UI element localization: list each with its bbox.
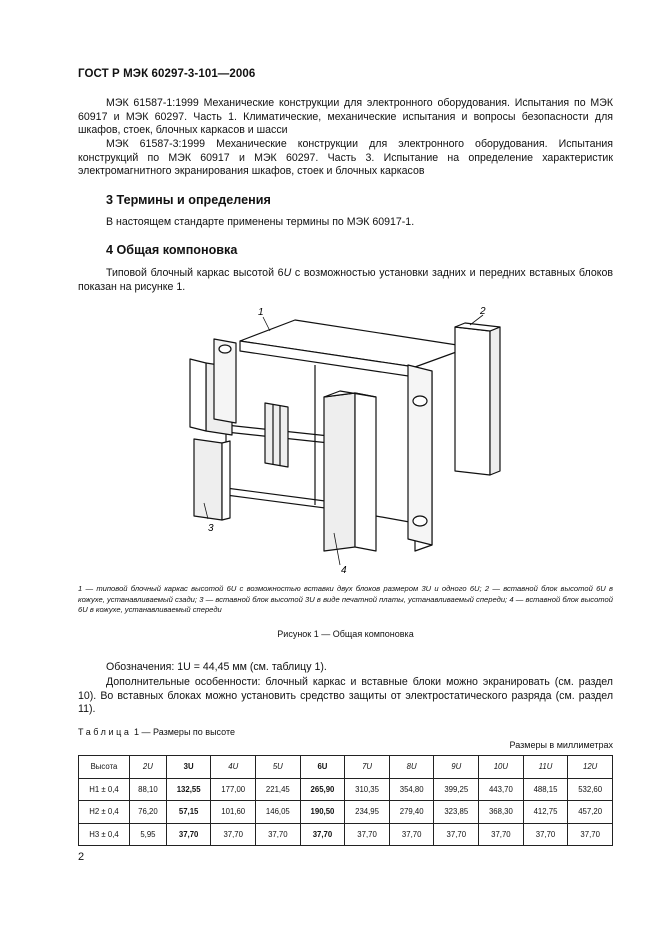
table-header-cell: 9U [434,756,479,779]
table-row [79,801,613,824]
table-cell: 177,00 [211,778,256,801]
reference-61587-3: МЭК 61587-3:1999 Механические конструкции для электронного оборудования. Испытания конструкций по МЭК 60917 и МЭК 60297. Часть 3. Испытание на определение характеристик электромагнитного экранирования шкафов, стоек и блочных каркасов [78,138,613,178]
figure-label-3: 3 [208,523,214,534]
table-cell: H1 ± 0,4 [79,778,130,801]
section-3-text: В настоящем стандарте применены термины по МЭК 60917-1. [106,216,415,228]
table-cell: 279,40 [389,801,434,824]
table-cell: 37,70 [479,823,524,846]
features-text: Дополнительные особенности: блочный каркас и вставные блоки можно экранировать (см. раздел 10). Во вставных блоках можно установить средство защиты от электростатического разряда (см. раздел 11). [78,676,613,716]
table-cell: 532,60 [568,778,613,801]
table-cell: 37,70 [345,823,390,846]
table-cell: 57,15 [166,801,211,824]
table-header-cell: 4U [211,756,256,779]
figure-label-2: 2 [480,306,486,317]
table-cell: 265,90 [300,778,345,801]
table-cell: 310,35 [345,778,390,801]
table-header-cell: 2U [130,756,167,779]
notation-text: Обозначения: 1U = 44,45 мм (см. таблицу 1). [106,661,327,673]
table-cell: 37,70 [211,823,256,846]
table-header-row [79,756,613,779]
table-cell: 323,85 [434,801,479,824]
table-cell: 37,70 [256,823,301,846]
figure-label-1: 1 [258,307,264,318]
table-cell: 5,95 [130,823,167,846]
table-cell: H3 ± 0,4 [79,823,130,846]
table-cell: 354,80 [389,778,434,801]
table-header-cell: 6U [300,756,345,779]
table-cell: 399,25 [434,778,479,801]
figure-1-title: Рисунок 1 — Общая компоновка [277,629,414,639]
table-cell: 88,10 [130,778,167,801]
page-number: 2 [78,851,85,863]
table-cell: 443,70 [479,778,524,801]
table-cell: 76,20 [130,801,167,824]
table-cell: 132,55 [166,778,211,801]
table-cell: 221,45 [256,778,301,801]
table-cell: 488,15 [523,778,568,801]
table-cell: 190,50 [300,801,345,824]
figure-1-caption: 1 — типовой блочный каркас высотой 6U с возможностью вставки двух блоков размером 3U и одного 6U; 2 — вставной блок высотой 6U в кожухе, устанавливаемый сзади; 3 — вставной блок высотой 3U в виде печатной платы, устанавливаемый спереди; 4 — вставной блок высотой 6U в кожухе, устанавливаемый спереди [78,584,613,615]
table-header-cell: 12U [568,756,613,779]
table-cell: 412,75 [523,801,568,824]
table-cell: 37,70 [523,823,568,846]
table-cell: 101,60 [211,801,256,824]
table-1-units: Размеры в миллиметрах [509,740,613,750]
table-cell: 37,70 [300,823,345,846]
section-3-title: 3 Термины и определения [106,193,271,207]
table-1-caption: Таблица 1 — Размеры по высоте [78,727,235,737]
table-header-cell: 3U [166,756,211,779]
table-header-cell: 5U [256,756,301,779]
table-cell: 457,20 [568,801,613,824]
section-4-text: Типовой блочный каркас высотой 6U с возможностью установки задних и передних вставных блоков показан на рисунке 1. [78,267,613,293]
table-cell: 37,70 [389,823,434,846]
figure-1-drawing [170,305,510,577]
table-cell: 37,70 [568,823,613,846]
table-cell: 368,30 [479,801,524,824]
table-1 [78,755,613,846]
table-cell: 37,70 [166,823,211,846]
section-4-title: 4 Общая компоновка [106,243,238,257]
table-row [79,778,613,801]
table-cell: 37,70 [434,823,479,846]
table-header-cell: 7U [345,756,390,779]
table-header-cell: 11U [523,756,568,779]
reference-61587-1: МЭК 61587-1:1999 Механические конструкции для электронного оборудования. Испытания по МЭК 60917 и МЭК 60297. Часть 1. Климатические, механические испытания и вопросы безопасности для шкафов, стоек, блочных каркасов и шасси [78,97,613,137]
figure-label-4: 4 [341,565,347,576]
table-cell: 146,05 [256,801,301,824]
table-cell: H2 ± 0,4 [79,801,130,824]
table-header-cell: 8U [389,756,434,779]
table-header-cell: 10U [479,756,524,779]
table-header-cell: Высота [79,756,130,779]
table-cell: 234,95 [345,801,390,824]
document-header: ГОСТ Р МЭК 60297-3-101—2006 [78,68,256,80]
table-row [79,823,613,846]
